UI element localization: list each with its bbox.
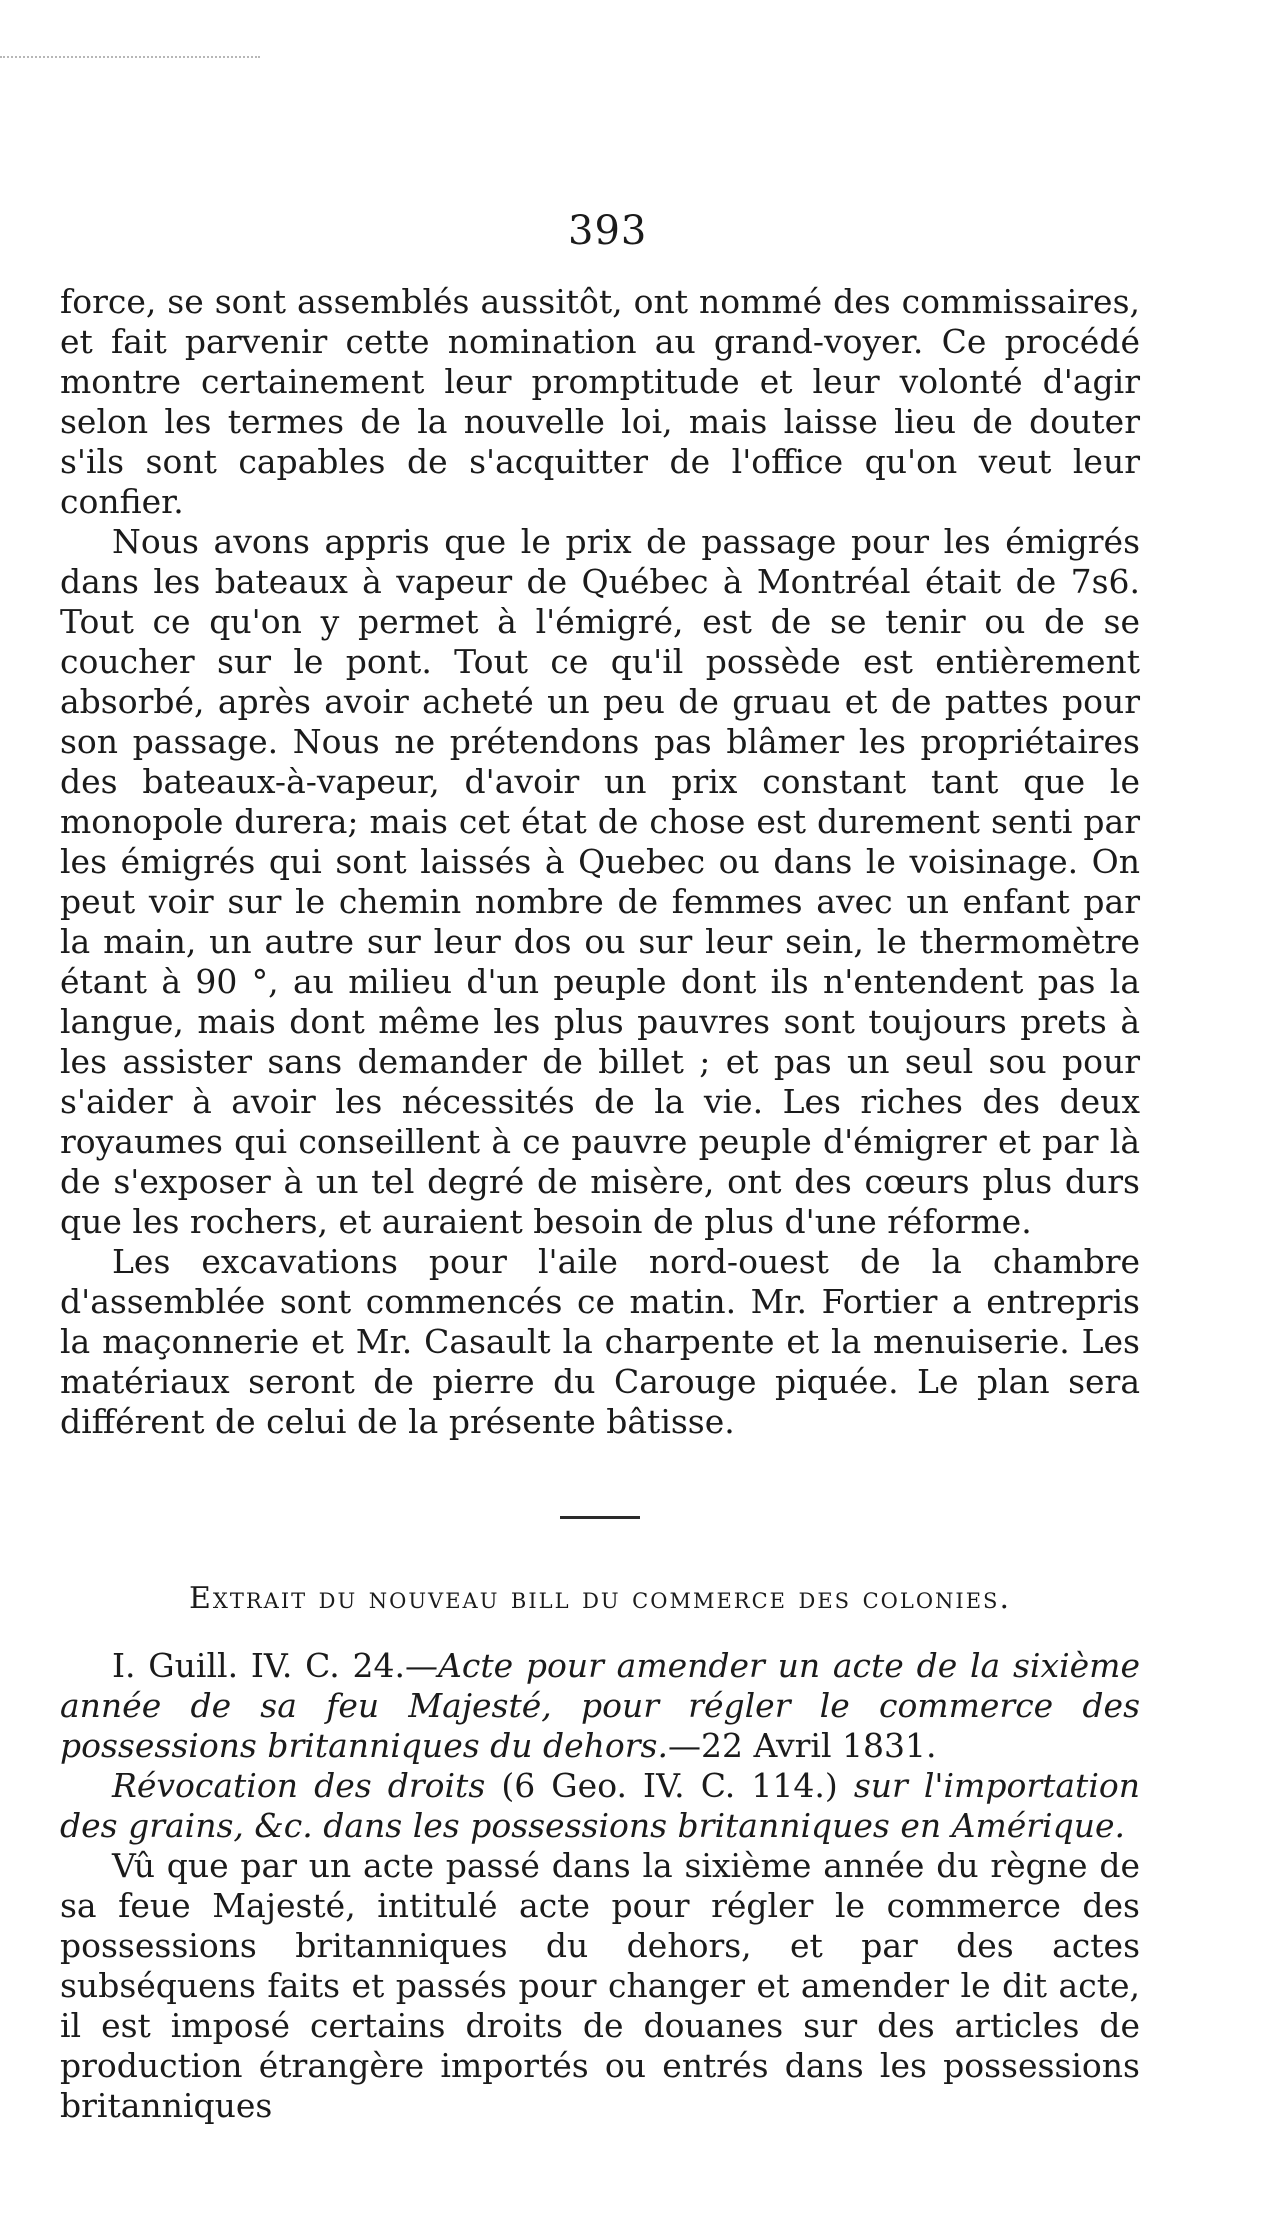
paragraph-act-body: Vû que par un acte passé dans la sixième année du règne de sa feue Majesté, intitulé acte pour régler le commerce des possessions britanniques du dehors, et par des actes subséquens faits et passés pour changer et amender le dit acte, il est imposé certains droits de douanes sur des articles de production étrangère importés ou entrés dans les possessions britanniques (60, 1846, 1140, 2125)
act-reference (60, 1646, 1140, 1766)
revocation-heading (60, 1766, 1140, 1846)
revocation-reference: (6 Geo. IV. C. 114.) (485, 1766, 854, 1805)
paragraph-emigrants: Nous avons appris que le prix de passage pour les émigrés dans les bateaux à vapeur de Québec à Montréal était de 7s6. Tout ce qu'on y permet à l'émigré, est de se tenir ou de se coucher sur le pont. Tout ce qu'il possède est entièrement absorbé, après avoir acheté un peu de gruau et de pattes pour son passage. Nous ne prétendons pas blâmer les propriétaires des bateaux-à-vapeur, d'avoir un prix constant tant que le monopole durera; mais cet état de chose est durement senti par les émigrés qui sont laissés à Quebec ou dans le voisinage. On peut voir sur le chemin nombre de femmes avec un enfant par la main, un autre sur leur dos ou sur leur sein, le thermomètre étant à 90 °, au milieu d'un peuple dont ils n'entendent pas la langue, mais dont même les plus pauvres sont toujours prets à les assister sans demander de billet ; et pas un seul sou pour s'aider à avoir les nécessités de la vie. Les riches des deux royaumes qui conseillent à ce pauvre peuple d'émigrer et par là de s'exposer à un tel degré de misère, ont des cœurs plus durs que les rochers, et auraient besoin de plus d'une réforme. (60, 522, 1140, 1241)
page-number: 393 (568, 208, 648, 254)
page-body (60, 282, 1140, 2126)
paragraph-excavations: Les excavations pour l'aile nord-ouest de la chambre d'assemblée sont commencés ce matin. Mr. Fortier a entrepris la maçonnerie et Mr. Casault la charpente et la menuiserie. Les matériaux seront de pierre du Carouge piquée. Le plan sera différent de celui de la présente bâtisse. (60, 1242, 1140, 1441)
act-reference-lead: I. Guill. IV. C. 24.— (112, 1646, 438, 1685)
section-heading: Extrait du nouveau bill du commerce des colonies. (189, 1581, 1011, 1616)
revocation-rest: sur l'importation des grains, &c. dans les possessions britanniques en Amérique. (60, 1766, 1140, 1845)
scan-edge-mark (0, 56, 260, 68)
act-reference-title: Acte pour amender un acte de la sixième année de sa feu Majesté, pour régler le commerce des possessions britanniques du dehors. (60, 1646, 1141, 1765)
revocation-lead: Révocation des droits (112, 1766, 486, 1805)
section-divider (560, 1516, 640, 1519)
act-reference-date: —22 Avril 1831. (668, 1726, 937, 1765)
paragraph-commissioners: force, se sont assemblés aussitôt, ont nommé des commissaires, et fait parvenir cette nomination au grand-voyer. Ce procédé montre certainement leur promptitude et leur volonté d'agir selon les termes de la nouvelle loi, mais laisse lieu de douter s'ils sont capables de s'acquitter de l'office qu'on veut leur confier. (60, 282, 1140, 521)
